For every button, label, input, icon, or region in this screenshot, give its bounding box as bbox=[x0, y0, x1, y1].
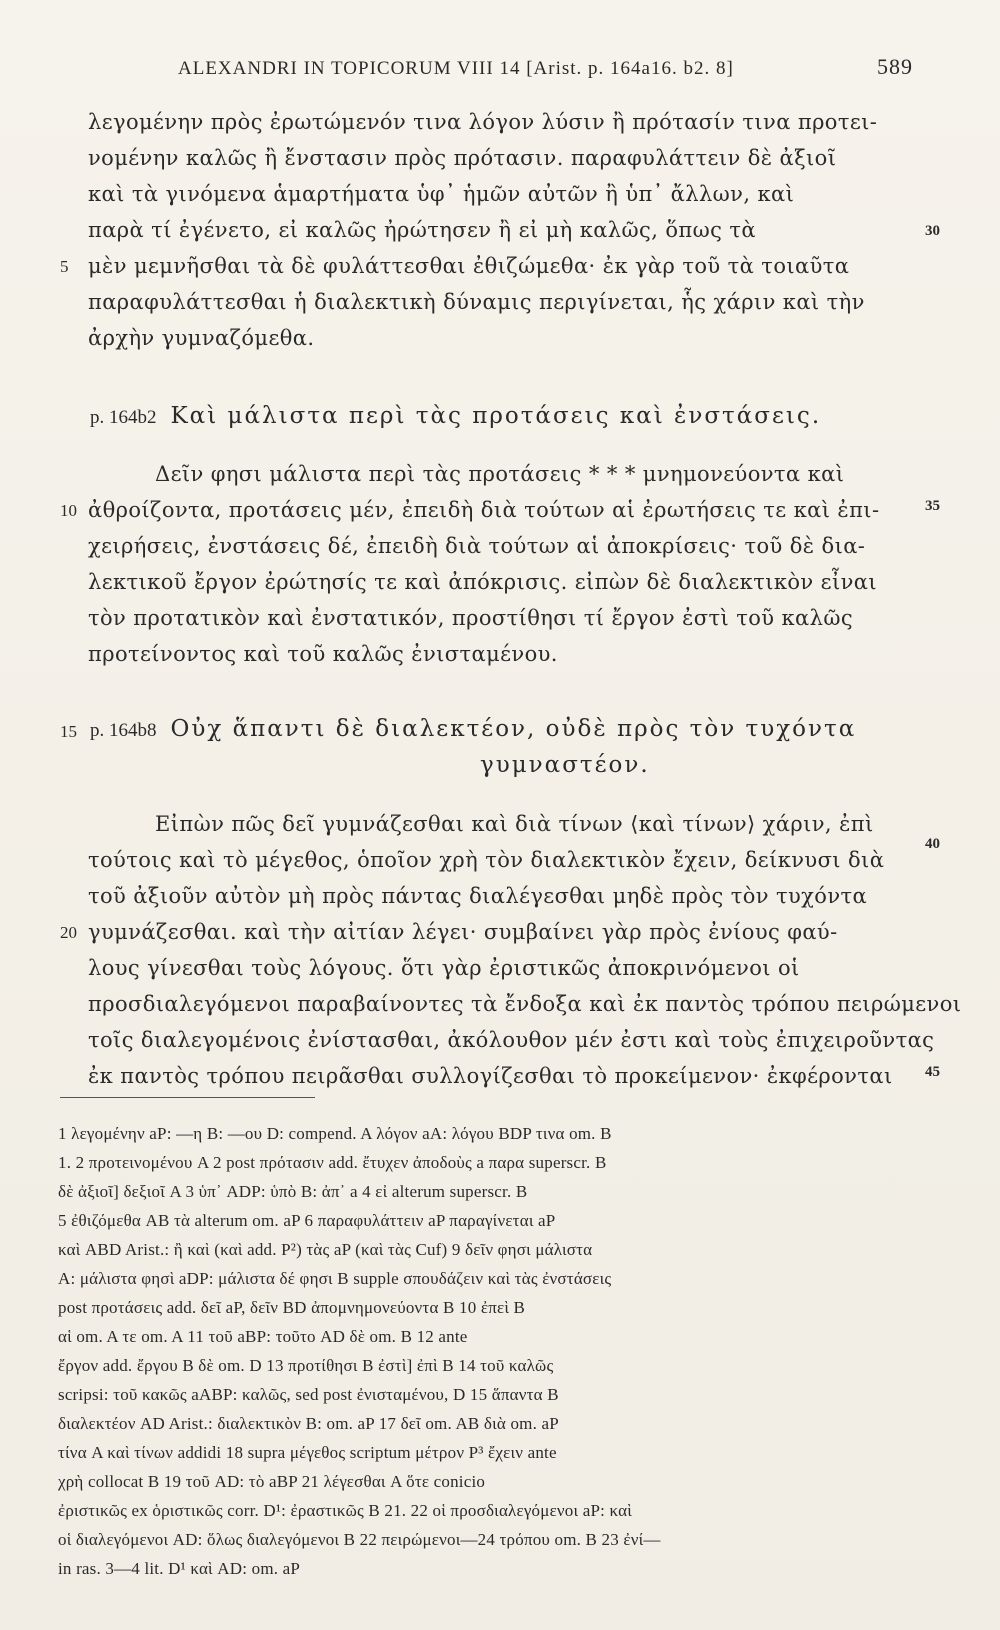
apparatus-line: A: μάλιστα φησὶ aDP: μάλιστα δέ φησι B supple σπουδάζειν καὶ τὰς ἐνστάσεις bbox=[58, 1269, 612, 1288]
apparatus-divider bbox=[60, 1097, 315, 1098]
text-line: Εἰπὼν πῶς δεῖ γυμνάζεσθαι καὶ διὰ τίνων ⟨καὶ τίνων⟩ χάριν, ἐπὶ bbox=[155, 812, 874, 836]
apparatus-line: δὲ ἀξιοῖ] δεξιοῖ A 3 ὑπ᾽ ADP: ὑπὸ B: ἀπ᾽ a 4 εἰ alterum superscr. B bbox=[58, 1182, 528, 1201]
text-line: νομένην καλῶς ἢ ἔνστασιν πρὸς πρότασιν. παραφυλάττειν δὲ ἀξιοῖ bbox=[88, 146, 837, 170]
text-line: χειρήσεις, ἐνστάσεις δέ, ἐπειδὴ διὰ τούτων αἱ ἀποκρίσεις· τοῦ δὲ δια- bbox=[88, 534, 866, 558]
text-line: ἀρχὴν γυμναζόμεθα. bbox=[88, 326, 315, 350]
text-line: γυμνάζεσθαι. καὶ τὴν αἰτίαν λέγει· συμβαίνει γὰρ πρὸς ἐνίους φαύ- bbox=[88, 920, 838, 944]
lemma-text: Οὐχ ἅπαντι δὲ διαλεκτέον, οὐδὲ πρὸς τὸν τυχόντα bbox=[170, 716, 857, 742]
text-line: προτείνοντος καὶ τοῦ καλῶς ἐνισταμένου. bbox=[88, 642, 558, 666]
apparatus-line: post προτάσεις add. δεῖ aP, δεῖν BD ἀπομνημονεύοντα B 10 ἐπεὶ B bbox=[58, 1298, 526, 1317]
page-number: 589 bbox=[877, 54, 913, 79]
text-line: παραφυλάττεσθαι ἡ διαλεκτικὴ δύναμις περιγίνεται, ἧς χάριν καὶ τὴν bbox=[88, 290, 865, 314]
marginal-line-number: 40 bbox=[925, 836, 940, 852]
marginal-line-number: 45 bbox=[925, 1064, 940, 1080]
lemma-text: Καὶ μάλιστα περὶ τὰς προτάσεις καὶ ἐνστάσεις. bbox=[170, 403, 822, 429]
lemma-heading bbox=[90, 403, 920, 429]
running-header bbox=[178, 50, 913, 90]
line-number: 10 bbox=[60, 501, 77, 520]
apparatus-line: διαλεκτέον AD Arist.: διαλεκτικὸν B: om. aP 17 δεῖ om. AB διὰ om. aP bbox=[58, 1414, 559, 1433]
line-number: 15 bbox=[60, 722, 77, 741]
text-line: Δεῖν φησι μάλιστα περὶ τὰς προτάσεις * * * μνημονεύοντα καὶ bbox=[155, 462, 845, 486]
running-title: ALEXANDRI IN TOPICORUM VIII 14 [Arist. p. 164a16. b2. 8] bbox=[178, 58, 734, 79]
apparatus-line: 1. 2 προτεινομένου A 2 post πρότασιν add. ἔτυχεν ἀποδοὺς a παρα superscr. B bbox=[58, 1153, 607, 1172]
text-line: τούτοις καὶ τὸ μέγεθος, ὁποῖον χρὴ τὸν διαλεκτικὸν ἔχειν, δείκνυσι διὰ bbox=[88, 848, 885, 872]
apparatus-line: καὶ ABD Arist.: ἢ καὶ (καὶ add. P²) τὰς aP (καὶ τὰς Cuf) 9 δεῖν φησι μάλιστα bbox=[58, 1240, 593, 1259]
text-line: λους γίνεσθαι τοὺς λόγους. ὅτι γὰρ ἐριστικῶς ἀποκρινόμενοι οἱ bbox=[88, 956, 800, 980]
page-reference: p. 164b2 bbox=[90, 407, 157, 428]
apparatus-line: χρὴ collocat B 19 τοῦ AD: τὸ aBP 21 λέγεσθαι A ὅτε conicio bbox=[58, 1472, 486, 1491]
lemma-text-continued: γυμναστέον. bbox=[480, 752, 650, 778]
marginal-line-number: 30 bbox=[925, 223, 940, 239]
text-line: ἀθροίζοντα, προτάσεις μέν, ἐπειδὴ διὰ τούτων αἱ ἐρωτήσεις τε καὶ ἐπι- bbox=[88, 498, 880, 522]
marginal-line-number: 35 bbox=[925, 498, 940, 514]
apparatus-line: ἐριστικῶς ex ὁριστικῶς corr. D¹: ἐραστικῶς B 21. 22 οἱ προσδιαλεγόμενοι aP: καὶ bbox=[58, 1501, 632, 1520]
line-number: 20 bbox=[60, 923, 77, 942]
text-line: μὲν μεμνῆσθαι τὰ δὲ φυλάττεσθαι ἐθιζώμεθα· ἐκ γὰρ τοῦ τὰ τοιαῦτα bbox=[88, 254, 850, 278]
apparatus-line: 5 ἐθιζόμεθα AB τὰ alterum om. aP 6 παραφυλάττειν aP παραγίνεται aP bbox=[58, 1211, 556, 1230]
apparatus-line: ἔργον add. ἔργου B δὲ om. D 13 προτίθησι B ἐστὶ] ἐπὶ B 14 τοῦ καλῶς bbox=[58, 1356, 554, 1375]
text-line: λεκτικοῦ ἔργον ἐρώτησίς τε καὶ ἀπόκρισις. εἰπὼν δὲ διαλεκτικὸν εἶναι bbox=[88, 570, 877, 594]
apparatus-line: αἱ om. A τε om. A 11 τοῦ aBP: τοῦτο AD δὲ om. B 12 ante bbox=[58, 1327, 468, 1346]
line-number: 5 bbox=[60, 257, 69, 276]
text-line: προσδιαλεγόμενοι παραβαίνοντες τὰ ἔνδοξα καὶ ἐκ παντὸς τρόπου πειρώμενοι bbox=[88, 992, 962, 1016]
text-line: καὶ τὰ γινόμενα ἁμαρτήματα ὑφ᾽ ἡμῶν αὐτῶν ἢ ὑπ᾽ ἄλλων, καὶ bbox=[88, 182, 795, 206]
lemma-heading bbox=[90, 716, 920, 742]
apparatus-line: 1 λεγομένην aP: —η B: —ου D: compend. A λόγον aA: λόγου BDP τινα om. B bbox=[58, 1124, 612, 1143]
text-line: τὸν προτατικὸν καὶ ἐνστατικόν, προστίθησι τί ἔργον ἐστὶ τοῦ καλῶς bbox=[88, 606, 854, 630]
text-line: ἐκ παντὸς τρόπου πειρᾶσθαι συλλογίζεσθαι τὸ προκείμενον· ἐκφέρονται bbox=[88, 1064, 893, 1088]
apparatus-line: in ras. 3—4 lit. D¹ καὶ AD: om. aP bbox=[58, 1559, 301, 1578]
page-reference: p. 164b8 bbox=[90, 720, 157, 741]
text-line: τοῦ ἀξιοῦν αὐτὸν μὴ πρὸς πάντας διαλέγεσθαι μηδὲ πρὸς τὸν τυχόντα bbox=[88, 884, 868, 908]
text-line: λεγομένην πρὸς ἐρωτώμενόν τινα λόγον λύσιν ἢ πρότασίν τινα προτει- bbox=[88, 110, 878, 134]
apparatus-line: τίνα A καὶ τίνων addidi 18 supra μέγεθος scriptum μέτρον P³ ἔχειν ante bbox=[58, 1443, 557, 1462]
apparatus-line: οἱ διαλεγόμενοι AD: ὅλως διαλεγόμενοι B 22 πειρώμενοι—24 τρόπου om. B 23 ἐνί— bbox=[58, 1530, 661, 1549]
apparatus-line: scripsi: τοῦ κακῶς aABP: καλῶς, sed post ἐνισταμένου, D 15 ἅπαντα B bbox=[58, 1385, 559, 1404]
text-line: τοῖς διαλεγομένοις ἐνίστασθαι, ἀκόλουθον μέν ἐστι καὶ τοὺς ἐπιχειροῦντας bbox=[88, 1028, 935, 1052]
text-line: παρὰ τί ἐγένετο, εἰ καλῶς ἠρώτησεν ἢ εἰ μὴ καλῶς, ὅπως τὰ bbox=[88, 218, 756, 242]
